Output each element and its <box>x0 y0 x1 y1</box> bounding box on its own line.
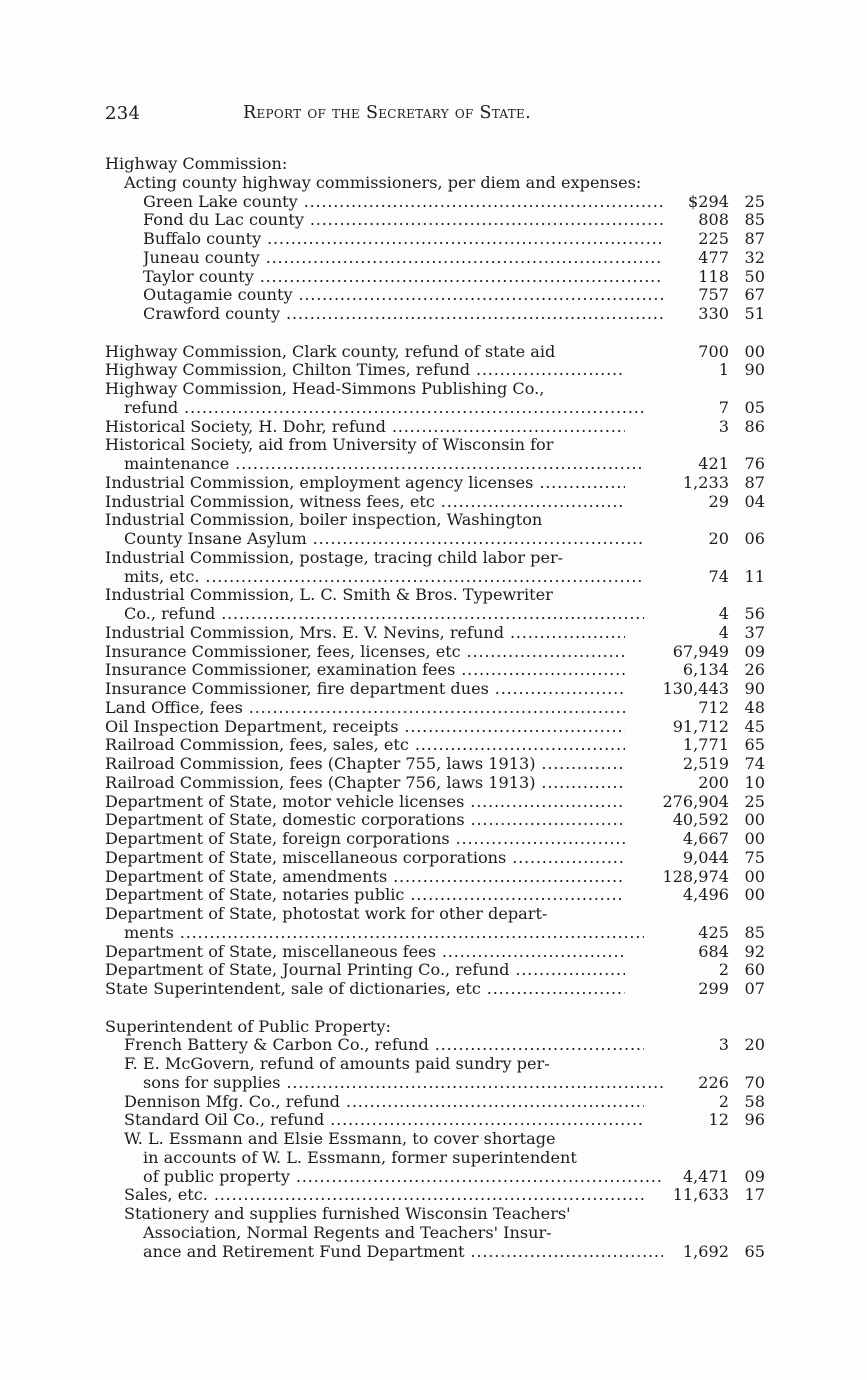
ledger-item-amount <box>630 811 765 830</box>
ledger-item-description: Railroad Commission, fees, sales, etc ..... <box>105 736 625 755</box>
ledger-item-description: Industrial Commission, L. C. Smith & Bros. Typewriter <box>105 585 553 605</box>
amount-dollars: 4,471 <box>682 1166 729 1186</box>
amount-cents: 90 <box>744 679 765 698</box>
ledger-row <box>105 249 765 268</box>
ledger-row <box>105 924 765 943</box>
ledger-row <box>105 943 765 962</box>
receipts-ledger <box>105 155 765 1261</box>
amount-dollars: 91,712 <box>672 716 729 736</box>
ledger-item-amount <box>630 849 765 868</box>
amount-cents: 51 <box>744 304 765 323</box>
ledger-item-amount <box>630 830 765 849</box>
ledger-row <box>105 361 765 380</box>
ledger-item-amount <box>630 1074 765 1093</box>
ledger-row <box>105 380 765 399</box>
amount-dollars: 1,233 <box>682 472 729 492</box>
ledger-item-amount <box>630 1093 765 1112</box>
ledger-item-description: Standard Oil Co., refund ..... <box>124 1111 644 1130</box>
ledger-row <box>105 1055 765 1074</box>
ledger-item-description: Insurance Commissioner, examination fees ..... <box>105 661 625 680</box>
ledger-item-amount <box>630 249 765 268</box>
ledger-item-amount <box>630 961 765 980</box>
ledger-row <box>105 736 765 755</box>
ledger-item-amount <box>630 943 765 962</box>
amount-dollars: 3 <box>718 416 729 436</box>
ledger-row <box>105 718 765 737</box>
ledger-item-description: Historical Society, aid from University of Wisconsin for <box>105 435 554 455</box>
ledger-row <box>105 961 765 980</box>
ledger-item-amount <box>630 699 765 718</box>
amount-cents: 09 <box>744 641 765 661</box>
ledger-row <box>105 811 765 830</box>
running-title: Report of the Secretary of State. <box>243 103 531 123</box>
amount-dollars: 4 <box>718 622 729 642</box>
ledger-item-description: of public property ..... <box>143 1168 663 1187</box>
ledger-row <box>105 980 765 999</box>
ledger-row <box>105 1111 765 1130</box>
ledger-item-description: Juneau county ..... <box>143 249 663 268</box>
ledger-row <box>105 211 765 230</box>
amount-cents: 67 <box>744 285 765 305</box>
ledger-item-description: Insurance Commissioner, fire department dues ..... <box>105 680 625 699</box>
amount-dollars: 6,134 <box>682 660 729 680</box>
ledger-item-description: Acting county highway commissioners, per diem and expenses: <box>124 172 642 192</box>
amount-cents: 70 <box>744 1072 765 1092</box>
ledger-item-amount <box>630 755 765 774</box>
ledger-item-amount <box>630 455 765 474</box>
ledger-item-amount <box>630 230 765 249</box>
ledger-row <box>105 680 765 699</box>
ledger-item-description: Oil Inspection Department, receipts ..... <box>105 718 625 737</box>
ledger-row <box>105 305 765 324</box>
ledger-item-amount <box>630 305 765 324</box>
ledger-row <box>105 1243 765 1262</box>
ledger-item-amount <box>630 718 765 737</box>
ledger-row <box>105 455 765 474</box>
amount-dollars: 4,667 <box>682 829 729 848</box>
ledger-item-amount <box>630 661 765 680</box>
page-number: 234 <box>105 103 141 124</box>
ledger-item-amount <box>630 268 765 287</box>
amount-cents: 76 <box>744 454 765 473</box>
ledger-row <box>105 1093 765 1112</box>
ledger-row <box>105 174 765 193</box>
ledger-row <box>105 436 765 455</box>
ledger-item-description: Taylor county ..... <box>143 268 663 287</box>
ledger-item-amount <box>630 530 765 549</box>
ledger-item-amount <box>630 286 765 305</box>
amount-cents: 32 <box>744 247 765 267</box>
ledger-item-description: Association, Normal Regents and Teachers' Insur- <box>143 1222 552 1242</box>
amount-cents: 00 <box>744 885 765 905</box>
ledger-item-description: Industrial Commission, postage, tracing child labor per- <box>105 547 564 567</box>
ledger-item-amount <box>630 980 765 999</box>
ledger-item-description: Railroad Commission, fees (Chapter 755, laws 1913) ..... <box>105 755 625 774</box>
ledger-row <box>105 1186 765 1205</box>
amount-dollars: 421 <box>698 454 729 473</box>
ledger-item-description: Outagamie county ..... <box>143 286 663 305</box>
amount-dollars: 4 <box>718 604 729 623</box>
amount-cents: 17 <box>744 1185 765 1205</box>
ledger-item-amount <box>630 193 765 212</box>
amount-cents: 90 <box>744 360 765 380</box>
ledger-row <box>105 886 765 905</box>
ledger-item-description: Department of State, motor vehicle licenses ..... <box>105 793 625 812</box>
ledger-row <box>105 493 765 512</box>
amount-dollars: 20 <box>708 529 729 548</box>
amount-cents: 96 <box>744 1110 765 1130</box>
amount-dollars: 200 <box>698 772 729 792</box>
ledger-item-amount <box>630 643 765 662</box>
amount-dollars: 700 <box>698 341 729 361</box>
ledger-row <box>105 774 765 793</box>
amount-dollars: 684 <box>698 941 729 961</box>
amount-cents: 25 <box>744 191 765 211</box>
ledger-row <box>105 868 765 887</box>
ledger-item-description: Dennison Mfg. Co., refund ..... <box>124 1093 644 1112</box>
ledger-item-amount <box>630 343 765 362</box>
amount-cents: 37 <box>744 622 765 642</box>
amount-dollars: 12 <box>708 1110 729 1130</box>
ledger-item-description: Buffalo county ..... <box>143 230 663 249</box>
amount-cents: 20 <box>744 1035 765 1055</box>
ledger-item-description: Land Office, fees ..... <box>105 699 625 718</box>
ledger-item-amount <box>630 774 765 793</box>
amount-dollars: 4,496 <box>682 885 729 905</box>
ledger-item-amount <box>630 680 765 699</box>
ledger-item-description: Industrial Commission, Mrs. E. V. Nevins, refund ..... <box>105 624 625 643</box>
amount-cents: 10 <box>744 772 765 792</box>
amount-dollars: 9,044 <box>682 847 729 867</box>
ledger-row <box>105 1205 765 1224</box>
ledger-item-description: County Insane Asylum ..... <box>124 530 644 549</box>
ledger-row <box>105 793 765 812</box>
amount-cents: 85 <box>744 210 765 230</box>
ledger-item-amount <box>630 568 765 587</box>
ledger-item-description: Department of State, miscellaneous corporations ..... <box>105 849 625 868</box>
ledger-item-amount <box>630 868 765 887</box>
ledger-row <box>105 474 765 493</box>
ledger-item-amount <box>630 736 765 755</box>
ledger-item-description: Co., refund ..... <box>124 605 644 624</box>
ledger-item-description: Department of State, miscellaneous fees ..... <box>105 943 625 962</box>
amount-dollars: 226 <box>698 1072 729 1092</box>
ledger-item-description: Highway Commission, Clark county, refund of state aid <box>105 341 556 361</box>
amount-dollars: 1,692 <box>682 1241 729 1261</box>
amount-dollars: 130,443 <box>662 679 729 698</box>
ledger-item-description: Department of State, amendments ..... <box>105 868 625 887</box>
amount-dollars: 29 <box>708 491 729 511</box>
ledger-item-description: ments ..... <box>124 924 644 943</box>
amount-dollars: $294 <box>688 191 729 211</box>
amount-dollars: 67,949 <box>672 641 729 661</box>
ledger-row <box>105 1018 765 1037</box>
ledger-item-amount <box>630 1036 765 1055</box>
ledger-row <box>105 230 765 249</box>
ledger-row <box>105 624 765 643</box>
ledger-item-description: Historical Society, H. Dohr, refund ..... <box>105 418 625 437</box>
amount-cents: 75 <box>744 847 765 867</box>
ledger-item-description: French Battery & Carbon Co., refund ..... <box>124 1036 644 1055</box>
ledger-item-amount <box>630 1243 765 1262</box>
ledger-item-amount <box>630 886 765 905</box>
ledger-row <box>105 193 765 212</box>
ledger-item-description: Department of State, notaries public ..... <box>105 886 625 905</box>
ledger-row <box>105 568 765 587</box>
ledger-item-amount <box>630 624 765 643</box>
ledger-row <box>105 530 765 549</box>
ledger-item-description: Highway Commission: <box>105 154 288 173</box>
ledger-row <box>105 511 765 530</box>
amount-cents: 87 <box>744 472 765 492</box>
amount-dollars: 330 <box>698 304 729 323</box>
amount-cents: 45 <box>744 716 765 736</box>
amount-dollars: 2 <box>718 960 729 980</box>
amount-dollars: 276,904 <box>662 791 729 811</box>
ledger-item-description: Crawford county ..... <box>143 305 663 324</box>
amount-dollars: 3 <box>718 1035 729 1055</box>
amount-cents: 26 <box>744 660 765 680</box>
amount-dollars: 477 <box>698 247 729 267</box>
amount-cents: 87 <box>744 229 765 248</box>
ledger-row <box>105 399 765 418</box>
amount-cents: 04 <box>744 491 765 511</box>
ledger-item-description: F. E. McGovern, refund of amounts paid sundry per- <box>124 1054 550 1073</box>
ledger-item-amount <box>630 1168 765 1187</box>
amount-dollars: 299 <box>698 979 729 998</box>
amount-dollars: 128,974 <box>662 866 729 886</box>
ledger-item-description: Railroad Commission, fees (Chapter 756, laws 1913) ..... <box>105 774 625 793</box>
ledger-item-description: Insurance Commissioner, fees, licenses, etc ..... <box>105 643 625 662</box>
ledger-row <box>105 1130 765 1149</box>
ledger-item-amount <box>630 924 765 943</box>
ledger-row <box>105 418 765 437</box>
amount-dollars: 40,592 <box>672 810 729 830</box>
ledger-row <box>105 905 765 924</box>
amount-cents: 92 <box>744 941 765 961</box>
ledger-row <box>105 155 765 174</box>
ledger-item-description: Industrial Commission, employment agency licenses ..... <box>105 474 625 493</box>
ledger-item-description: Sales, etc. ..... <box>124 1186 644 1205</box>
amount-cents: 09 <box>744 1166 765 1186</box>
ledger-row <box>105 1036 765 1055</box>
ledger-item-description: refund ..... <box>124 399 644 418</box>
ledger-item-amount <box>630 399 765 418</box>
ledger-item-description: in accounts of W. L. Essmann, former superintendent <box>143 1147 577 1167</box>
ledger-row <box>105 549 765 568</box>
ledger-row <box>105 1149 765 1168</box>
ledger-row <box>105 849 765 868</box>
amount-cents: 56 <box>744 604 765 623</box>
ledger-item-description: maintenance ..... <box>124 455 644 474</box>
ledger-item-amount <box>630 474 765 493</box>
ledger-row <box>105 286 765 305</box>
ledger-item-description: Industrial Commission, witness fees, etc ..... <box>105 493 625 512</box>
ledger-item-description: sons for supplies ..... <box>143 1074 663 1093</box>
ledger-item-description: Highway Commission, Chilton Times, refund ..... <box>105 361 625 380</box>
ledger-row <box>105 755 765 774</box>
ledger-row <box>105 1168 765 1187</box>
amount-cents: 07 <box>744 979 765 998</box>
ledger-item-amount <box>630 493 765 512</box>
amount-cents: 25 <box>744 791 765 811</box>
ledger-item-description: State Superintendent, sale of dictionaries, etc ..... <box>105 980 625 999</box>
amount-cents: 00 <box>744 866 765 886</box>
amount-dollars: 1,771 <box>682 735 729 755</box>
ledger-row <box>105 1224 765 1243</box>
ledger-item-description: Department of State, photostat work for other depart- <box>105 904 548 923</box>
amount-dollars: 425 <box>698 922 729 942</box>
amount-dollars: 118 <box>698 266 729 286</box>
amount-cents: 86 <box>744 416 765 436</box>
ledger-row <box>105 343 765 362</box>
amount-cents: 05 <box>744 397 765 417</box>
amount-cents: 11 <box>744 566 765 586</box>
ledger-row <box>105 605 765 624</box>
amount-dollars: 757 <box>698 285 729 305</box>
ledger-item-amount <box>630 1111 765 1130</box>
ledger-item-description: Superintendent of Public Property: <box>105 1016 391 1036</box>
amount-cents: 50 <box>744 266 765 286</box>
amount-dollars: 11,633 <box>672 1185 729 1205</box>
amount-dollars: 2 <box>718 1091 729 1111</box>
ledger-item-amount <box>630 418 765 437</box>
amount-cents: 74 <box>744 754 765 773</box>
ledger-row <box>105 643 765 662</box>
amount-dollars: 2,519 <box>682 754 729 773</box>
amount-cents: 60 <box>744 960 765 980</box>
amount-cents: 58 <box>744 1091 765 1111</box>
ledger-item-description: W. L. Essmann and Elsie Essmann, to cover shortage <box>124 1129 556 1148</box>
amount-dollars: 1 <box>718 360 729 380</box>
amount-cents: 65 <box>744 1241 765 1261</box>
ledger-item-amount <box>630 605 765 624</box>
amount-dollars: 808 <box>698 210 729 230</box>
ledger-row <box>105 586 765 605</box>
amount-dollars: 712 <box>698 697 729 717</box>
ledger-item-description: Highway Commission, Head-Simmons Publishing Co., <box>105 379 545 398</box>
ledger-item-description: Stationery and supplies furnished Wisconsin Teachers' <box>124 1204 571 1223</box>
amount-cents: 65 <box>744 735 765 755</box>
ledger-item-amount <box>630 211 765 230</box>
ledger-item-description: Green Lake county ..... <box>143 193 663 212</box>
amount-cents: 85 <box>744 922 765 942</box>
ledger-row <box>105 1074 765 1093</box>
amount-dollars: 225 <box>698 229 729 248</box>
ledger-item-amount <box>630 361 765 380</box>
ledger-item-amount <box>630 1186 765 1205</box>
ledger-item-description: ance and Retirement Fund Department ..... <box>143 1243 663 1262</box>
amount-dollars: 7 <box>718 397 729 417</box>
ledger-item-description: mits, etc. ..... <box>124 568 644 587</box>
amount-cents: 00 <box>744 341 765 361</box>
ledger-item-description: Department of State, domestic corporations ..... <box>105 811 625 830</box>
ledger-row <box>105 699 765 718</box>
ledger-row <box>105 268 765 287</box>
amount-cents: 48 <box>744 697 765 717</box>
ledger-item-description: Department of State, Journal Printing Co., refund ..... <box>105 961 625 980</box>
ledger-row <box>105 830 765 849</box>
ledger-item-amount <box>630 793 765 812</box>
ledger-item-description: Fond du Lac county ..... <box>143 211 663 230</box>
amount-dollars: 74 <box>708 566 729 586</box>
amount-cents: 00 <box>744 810 765 830</box>
ledger-item-description: Department of State, foreign corporations ..... <box>105 830 625 849</box>
ledger-row <box>105 661 765 680</box>
ledger-item-description: Industrial Commission, boiler inspection, Washington <box>105 510 543 530</box>
amount-cents: 00 <box>744 829 765 848</box>
amount-cents: 06 <box>744 529 765 548</box>
